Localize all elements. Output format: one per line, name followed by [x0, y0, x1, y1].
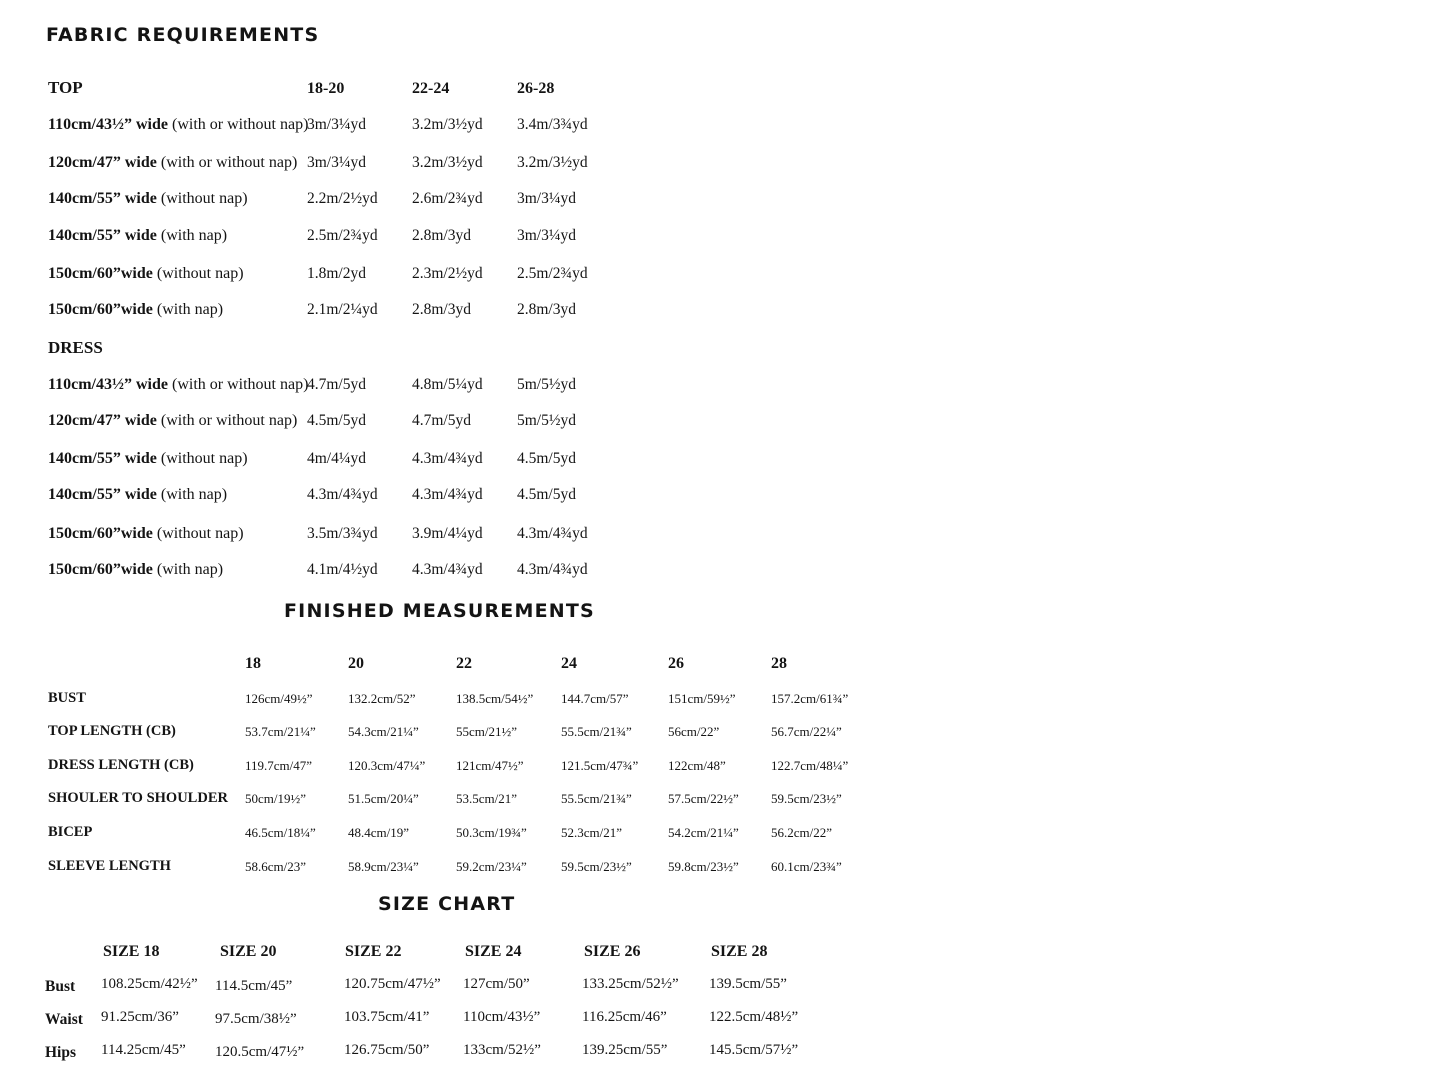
fabric-row-label: 140cm/55” wide (without nap): [48, 190, 248, 207]
fabric-row-label: 150cm/60”wide (with nap): [48, 561, 224, 578]
size-chart-value: 133cm/52½”: [463, 1042, 541, 1058]
fabric-amount: 2.1m/2¼yd: [307, 301, 378, 318]
size-chart-title: SIZE CHART: [378, 893, 516, 915]
section-label-top: TOP: [48, 78, 83, 97]
size-chart-value: 126.75cm/50”: [344, 1042, 430, 1058]
size-chart-value: 114.25cm/45”: [101, 1042, 186, 1058]
fabric-amount: 3m/3¼yd: [307, 116, 366, 133]
size-chart-value: 103.75cm/41”: [344, 1009, 430, 1025]
measurement-value: 56cm/22”: [668, 724, 720, 739]
finished-measurements-title: FINISHED MEASUREMENTS: [284, 600, 595, 622]
fabric-size-header: 18-20: [307, 80, 345, 97]
measurement-value: 55.5cm/21¾”: [561, 791, 632, 806]
fabric-amount: 4.3m/4¾yd: [517, 525, 588, 542]
fabric-amount: 4.7m/5yd: [412, 412, 471, 429]
measurement-value: 48.4cm/19”: [348, 825, 410, 840]
measurement-value: 138.5cm/54½”: [456, 691, 534, 706]
fabric-amount: 4.3m/4¾yd: [412, 561, 483, 578]
measurement-value: 51.5cm/20¼”: [348, 791, 419, 806]
fabric-amount: 4.3m/4¾yd: [307, 486, 378, 503]
size-chart-value: 139.25cm/55”: [582, 1042, 668, 1058]
size-chart-value: 116.25cm/46”: [582, 1009, 667, 1025]
fabric-amount: 3.2m/3½yd: [412, 154, 483, 171]
fabric-row-label: 150cm/60”wide (with nap): [48, 301, 224, 318]
fabric-amount: 4m/4¼yd: [307, 450, 366, 467]
size-chart-value: 91.25cm/36”: [101, 1009, 179, 1025]
measurement-value: 50.3cm/19¾”: [456, 825, 527, 840]
measurement-label: BICEP: [48, 824, 93, 840]
measurement-value: 120.3cm/47¼”: [348, 758, 426, 773]
fabric-amount: 4.7m/5yd: [307, 376, 366, 393]
measurement-value: 60.1cm/23¾”: [771, 859, 842, 874]
fabric-amount: 2.5m/2¾yd: [307, 227, 378, 244]
fabric-amount: 2.3m/2½yd: [412, 265, 483, 282]
measurement-value: 121.5cm/47¾”: [561, 758, 639, 773]
fabric-amount: 5m/5½yd: [517, 376, 576, 393]
measurement-size-header: 28: [771, 655, 787, 672]
fabric-row-label: 150cm/60”wide (without nap): [48, 265, 244, 282]
measurement-size-header: 22: [456, 655, 472, 672]
fabric-amount: 2.8m/3yd: [412, 227, 471, 244]
measurement-label: SLEEVE LENGTH: [48, 858, 171, 874]
measurement-size-header: 20: [348, 655, 364, 672]
measurement-value: 59.2cm/23¼”: [456, 859, 527, 874]
size-chart-value: 120.5cm/47½”: [215, 1044, 305, 1060]
measurement-value: 55.5cm/21¾”: [561, 724, 632, 739]
measurement-value: 58.6cm/23”: [245, 859, 307, 874]
fabric-amount: 2.8m/3yd: [517, 301, 576, 318]
size-chart-header: SIZE 28: [711, 943, 768, 960]
fabric-row-label: 110cm/43½” wide (with or without nap): [48, 116, 309, 133]
measurement-label: DRESS LENGTH (CB): [48, 757, 194, 773]
fabric-amount: 4.1m/4½yd: [307, 561, 378, 578]
fabric-amount: 4.3m/4¾yd: [412, 450, 483, 467]
measurement-value: 59.5cm/23½”: [771, 791, 842, 806]
measurement-value: 53.5cm/21”: [456, 791, 518, 806]
fabric-size-header: 22-24: [412, 80, 450, 97]
fabric-amount: 3.9m/4¼yd: [412, 525, 483, 542]
size-chart-value: 139.5cm/55”: [709, 976, 787, 992]
size-chart-value: 127cm/50”: [463, 976, 530, 992]
size-chart-label: Hips: [45, 1044, 77, 1061]
fabric-amount: 2.5m/2¾yd: [517, 265, 588, 282]
size-chart-header: SIZE 24: [465, 943, 522, 960]
fabric-row-label: 120cm/47” wide (with or without nap): [48, 154, 298, 171]
size-chart-value: 97.5cm/38½”: [215, 1011, 297, 1027]
measurement-value: 52.3cm/21”: [561, 825, 623, 840]
measurement-value: 46.5cm/18¼”: [245, 825, 316, 840]
measurement-value: 56.2cm/22”: [771, 825, 833, 840]
measurement-size-header: 24: [561, 655, 577, 672]
size-chart-header: SIZE 18: [103, 943, 160, 960]
size-chart-value: 114.5cm/45”: [215, 978, 293, 994]
fabric-amount: 4.5m/5yd: [307, 412, 366, 429]
measurement-value: 122.7cm/48¼”: [771, 758, 849, 773]
size-chart-label: Bust: [45, 978, 76, 995]
fabric-amount: 5m/5½yd: [517, 412, 576, 429]
fabric-size-header: 26-28: [517, 80, 555, 97]
measurement-value: 132.2cm/52”: [348, 691, 416, 706]
fabric-row-label: 110cm/43½” wide (with or without nap): [48, 376, 309, 393]
measurement-value: 50cm/19½”: [245, 791, 307, 806]
measurement-value: 157.2cm/61¾”: [771, 691, 849, 706]
measurement-value: 126cm/49½”: [245, 691, 313, 706]
size-chart-value: 133.25cm/52½”: [582, 976, 679, 992]
fabric-amount: 2.6m/2¾yd: [412, 190, 483, 207]
fabric-amount: 2.8m/3yd: [412, 301, 471, 318]
fabric-amount: 3.2m/3½yd: [412, 116, 483, 133]
size-chart-header: SIZE 20: [220, 943, 277, 960]
measurement-value: 144.7cm/57”: [561, 691, 629, 706]
size-chart-header: SIZE 26: [584, 943, 641, 960]
fabric-row-label: 140cm/55” wide (with nap): [48, 486, 228, 503]
measurement-value: 54.3cm/21¼”: [348, 724, 419, 739]
fabric-amount: 4.5m/5yd: [517, 486, 576, 503]
measurement-value: 56.7cm/22¼”: [771, 724, 842, 739]
size-chart-value: 110cm/43½”: [463, 1009, 541, 1025]
fabric-amount: 3.4m/3¾yd: [517, 116, 588, 133]
fabric-amount: 2.2m/2½yd: [307, 190, 378, 207]
size-chart-value: 145.5cm/57½”: [709, 1042, 799, 1058]
measurement-label: SHOULER TO SHOULDER: [48, 790, 228, 806]
fabric-amount: 4.8m/5¼yd: [412, 376, 483, 393]
measurement-size-header: 18: [245, 655, 261, 672]
fabric-amount: 4.3m/4¾yd: [412, 486, 483, 503]
fabric-amount: 3m/3¼yd: [307, 154, 366, 171]
fabric-requirements-title: FABRIC REQUIREMENTS: [46, 24, 320, 46]
size-chart-value: 120.75cm/47½”: [344, 976, 441, 992]
fabric-amount: 3m/3¼yd: [517, 190, 576, 207]
measurement-value: 58.9cm/23¼”: [348, 859, 419, 874]
measurement-value: 122cm/48”: [668, 758, 726, 773]
fabric-row-label: 120cm/47” wide (with or without nap): [48, 412, 298, 429]
fabric-amount: 4.3m/4¾yd: [517, 561, 588, 578]
measurement-value: 55cm/21½”: [456, 724, 518, 739]
measurement-value: 53.7cm/21¼”: [245, 724, 316, 739]
fabric-amount: 3.5m/3¾yd: [307, 525, 378, 542]
measurement-value: 54.2cm/21¼”: [668, 825, 739, 840]
measurement-value: 121cm/47½”: [456, 758, 524, 773]
measurement-label: BUST: [48, 690, 86, 706]
measurement-value: 119.7cm/47”: [245, 758, 313, 773]
size-chart-value: 122.5cm/48½”: [709, 1009, 799, 1025]
measurement-label: TOP LENGTH (CB): [48, 723, 176, 739]
fabric-amount: 4.5m/5yd: [517, 450, 576, 467]
section-label-dress: DRESS: [48, 338, 103, 357]
fabric-amount: 3m/3¼yd: [517, 227, 576, 244]
fabric-row-label: 140cm/55” wide (with nap): [48, 227, 228, 244]
fabric-row-label: 150cm/60”wide (without nap): [48, 525, 244, 542]
size-chart-value: 108.25cm/42½”: [101, 976, 198, 992]
size-chart-label: Waist: [45, 1011, 83, 1028]
fabric-amount: 1.8m/2yd: [307, 265, 366, 282]
measurement-value: 57.5cm/22½”: [668, 791, 739, 806]
fabric-amount: 3.2m/3½yd: [517, 154, 588, 171]
measurement-value: 59.5cm/23½”: [561, 859, 632, 874]
measurement-size-header: 26: [668, 655, 684, 672]
fabric-row-label: 140cm/55” wide (without nap): [48, 450, 248, 467]
size-chart-header: SIZE 22: [345, 943, 402, 960]
measurement-value: 59.8cm/23½”: [668, 859, 739, 874]
measurement-value: 151cm/59½”: [668, 691, 736, 706]
